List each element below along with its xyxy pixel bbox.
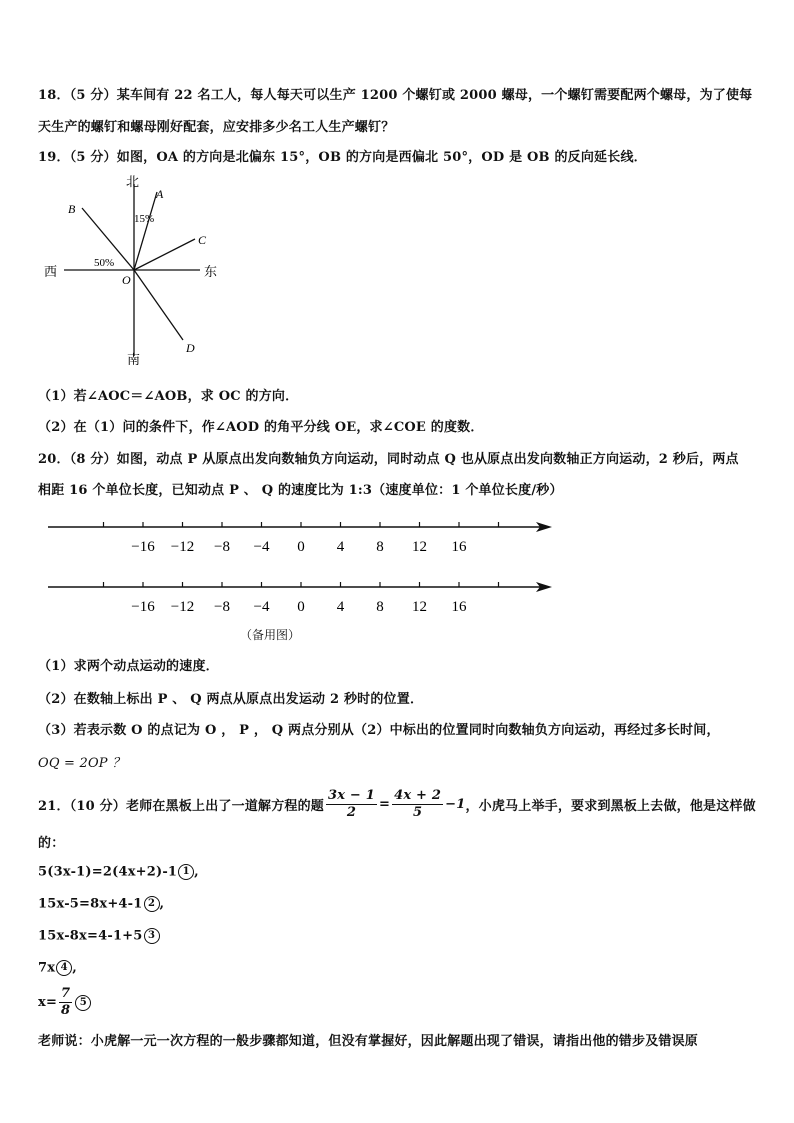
east-label: 东	[204, 264, 218, 279]
tick-label: 16	[451, 599, 467, 615]
tick-label: 0	[297, 599, 305, 615]
solution-step-3	[38, 928, 160, 944]
solution-step-4	[38, 960, 77, 976]
q21-stem-after: ，小虎马上举手，要求到黑板上去做，他是这样做	[465, 799, 756, 814]
tick-label: −8	[214, 539, 230, 555]
q18-line2: 天生产的螺钉和螺母刚好配套，应安排多少名工人生产螺钉？	[38, 120, 395, 135]
tick-label: 12	[412, 539, 427, 555]
point-O-label: O	[122, 273, 131, 287]
fraction-left-den: 2	[346, 805, 357, 820]
q20-line1: 20．（8 分）如图，动点 P 从原点出发向数轴负方向运动，同时动点 Q 也从原点出发向数轴正方向运动，2 秒后，两点	[38, 452, 739, 467]
q21-stem	[38, 788, 756, 821]
solution-step-2	[38, 896, 164, 912]
q21-stem-before: 21．（10 分）老师在黑板上出了一道解方程的题	[38, 799, 325, 814]
step-marker-3: 3	[144, 928, 160, 944]
q19-part1: （1）若∠AOC＝∠AOB，求 OC 的方向．	[38, 389, 299, 404]
solution-step-1	[38, 864, 199, 880]
south-label: 南	[127, 352, 141, 367]
step-marker-4: 4	[56, 960, 72, 976]
tick-label: −16	[131, 539, 155, 555]
tick-label: −12	[170, 599, 195, 615]
equals-sign: =	[379, 797, 391, 812]
angle-50-label: 50%	[94, 257, 115, 269]
point-D-label: D	[186, 341, 195, 355]
q20-part2: （2）在数轴上标出 P 、 Q 两点从原点出发运动 2 秒时的位置．	[38, 692, 424, 707]
step-4-comma: ,	[72, 960, 77, 976]
fraction-left	[326, 788, 377, 821]
fraction-right-den: 5	[412, 805, 423, 820]
step-5-den: 8	[61, 1003, 71, 1018]
tick-label: 4	[336, 599, 345, 615]
step-marker-2: 2	[144, 896, 160, 912]
minus-one: −1	[445, 797, 466, 812]
step-5-fraction	[59, 986, 72, 1019]
tick-label: −4	[253, 539, 270, 555]
q20-part3: （3）若表示数 O 的点记为 O ， P ， Q 两点分别从（2）中标出的位置同时向数轴负方向运动，再经过多长时间，	[38, 723, 720, 738]
tick-label: −12	[170, 539, 195, 555]
tick-label: 4	[336, 539, 345, 555]
point-A-label: A	[156, 187, 164, 201]
direction-figure	[38, 170, 278, 370]
step-marker-1: 1	[178, 864, 194, 880]
west-label: 西	[44, 264, 58, 279]
step-1-comma: ,	[194, 864, 199, 880]
step-2-text: 15x-5=8x+4-1	[38, 896, 143, 912]
tick-label: −16	[131, 599, 155, 615]
solution-step-5	[38, 986, 91, 1019]
fraction-left-num: 3x − 1	[328, 788, 376, 803]
tick-label: 0	[297, 539, 305, 555]
number-line-1	[40, 512, 560, 562]
angle-15-label: 15%	[134, 213, 155, 225]
q18-line1: 18．（5 分）某车间有 22 名工人，每人每天可以生产 1200 个螺钉或 2000 螺母，一个螺钉需要配两个螺母，为了使每	[38, 88, 753, 103]
q20-line2: 相距 16 个单位长度，已知动点 P 、 Q 的速度比为 1:3（速度单位：1 个单位长度/秒）	[38, 483, 563, 498]
tick-label: −4	[253, 599, 270, 615]
point-B-label: B	[68, 202, 76, 216]
q19-stem: 19．（5 分）如图，OA 的方向是北偏东 15°，OB 的方向是西偏北 50°，OD 是 OB 的反向延长线．	[38, 150, 647, 165]
tick-label: 8	[376, 539, 384, 555]
number-line-2	[40, 572, 560, 622]
fraction-right	[392, 788, 443, 821]
step-marker-5: 5	[75, 995, 91, 1011]
step-4-text: 7x	[38, 960, 56, 976]
q21-stem-line2: 的：	[38, 836, 65, 851]
step-3-text: 15x-8x=4-1+5	[38, 928, 143, 944]
tick-label: 12	[412, 599, 427, 615]
north-label: 北	[126, 174, 140, 189]
fraction-right-num: 4x + 2	[394, 788, 442, 803]
teacher-comment: 老师说：小虎解一元一次方程的一般步骤都知道，但没有掌握好，因此解题出现了错误，请指出他的错步及错误原	[38, 1034, 699, 1049]
step-5-prefix: x=	[38, 995, 58, 1010]
step-1-text: 5(3x-1)=2(4x+2)-1	[38, 864, 178, 880]
q20-part1: （1）求两个动点运动的速度．	[38, 659, 219, 674]
step-5-num: 7	[61, 986, 71, 1001]
spare-figure-caption: （备用图）	[240, 628, 301, 642]
point-C-label: C	[198, 233, 207, 247]
step-2-comma: ,	[159, 896, 165, 912]
tick-label: −8	[214, 599, 230, 615]
q20-part3-equation: OQ = 2OP ？	[38, 756, 126, 771]
q19-part2: （2）在（1）问的条件下，作∠AOD 的角平分线 OE，求∠COE 的度数．	[38, 420, 484, 435]
tick-label: 8	[376, 599, 384, 615]
tick-label: 16	[451, 539, 467, 555]
